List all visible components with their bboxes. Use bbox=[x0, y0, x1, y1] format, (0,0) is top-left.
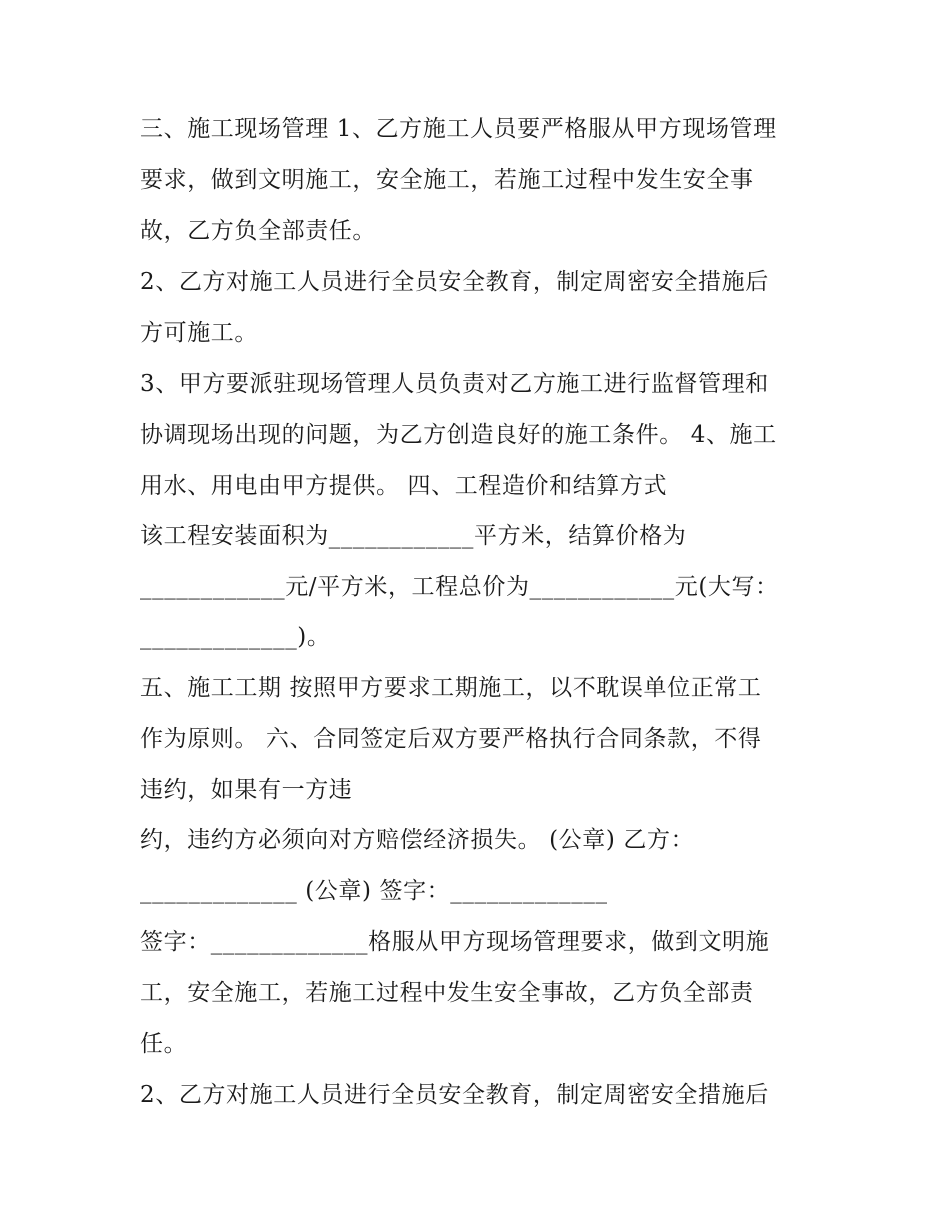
paragraph-line: 要求，做到文明施工，安全施工，若施工过程中发生安全事 bbox=[140, 167, 754, 193]
paragraph-line: _____________ (公章) 签字：_____________ bbox=[140, 878, 608, 904]
paragraph-line: 作为原则。 六、合同签定后双方要严格执行合同条款，不得 bbox=[140, 726, 762, 752]
paragraph-line: ____________元/平方米，工程总价为____________元(大写： bbox=[140, 574, 779, 600]
paragraph-line: 签字：_____________格服从甲方现场管理要求，做到文明施 bbox=[140, 929, 770, 955]
paragraph-line: 方可施工。 bbox=[140, 320, 258, 346]
paragraph-line: 2、乙方对施工人员进行全员安全教育，制定周密安全措施后 bbox=[140, 1082, 769, 1108]
paragraph-line: 约，违约方必须向对方赔偿经济损失。 (公章) 乙方： bbox=[140, 827, 695, 853]
paragraph-line: 任。 bbox=[140, 1031, 188, 1057]
paragraph-line: 故，乙方负全部责任。 bbox=[140, 218, 376, 244]
paragraph-line: 协调现场出现的问题，为乙方创造良好的施工条件。 4、施工 bbox=[140, 422, 777, 448]
paragraph-line: _____________)。 bbox=[140, 624, 331, 650]
paragraph-line: 五、施工工期 按照甲方要求工期施工，以不耽误单位正常工 bbox=[140, 675, 762, 701]
paragraph-line: 工，安全施工，若施工过程中发生安全事故，乙方负全部责 bbox=[140, 980, 754, 1006]
paragraph-line: 该工程安装面积为____________平方米，结算价格为 bbox=[140, 523, 687, 549]
paragraph-line: 用水、用电由甲方提供。 四、工程造价和结算方式 bbox=[140, 473, 668, 499]
paragraph-line: 三、施工现场管理 1、乙方施工人员要严格服从甲方现场管理 bbox=[140, 116, 777, 142]
paragraph-line: 违约，如果有一方违 bbox=[140, 777, 353, 803]
paragraph-line: 2、乙方对施工人员进行全员安全教育，制定周密安全措施后 bbox=[140, 269, 769, 295]
paragraph-line: 3、甲方要派驻现场管理人员负责对乙方施工进行监督管理和 bbox=[140, 371, 769, 397]
